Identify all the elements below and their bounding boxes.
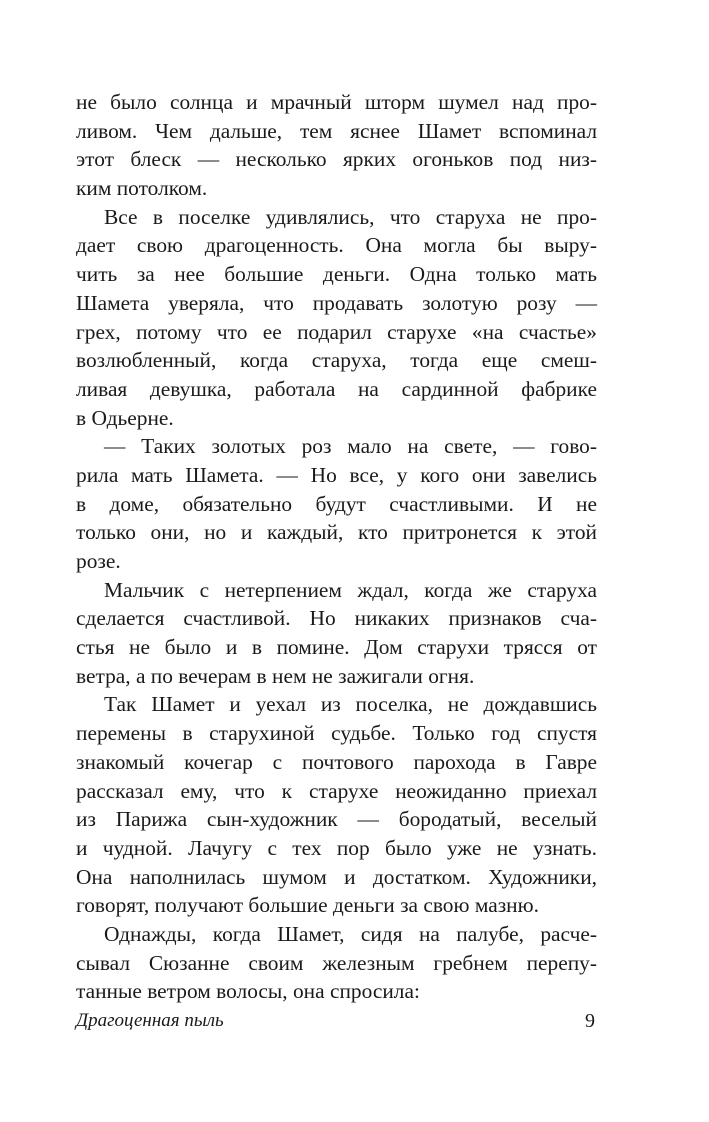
text-line: Однажды, когда Шамет, сидя на палубе, расче- [104, 921, 597, 946]
text-line: в доме, обязательно будут счастливыми. И не [76, 491, 597, 516]
text-line: Шамета уверяла, что продавать золотую розу — [76, 290, 597, 315]
text-line: — Таких золотых роз мало на свете, — гово- [104, 434, 597, 459]
text-line: Мальчик с нетерпением ждал, когда же старуха [104, 577, 597, 602]
paragraph-6 [76, 920, 597, 1006]
text-line: грех, потому что ее подарил старухе «на счастье» [76, 319, 597, 344]
page-footer [76, 1006, 597, 1036]
text-line: дает свою драгоценность. Она могла бы выру- [76, 233, 597, 258]
text-line: ливом. Чем дальше, тем яснее Шамет вспоминал [76, 118, 597, 143]
text-line: только они, но и каждый, кто притронется к этой [76, 520, 597, 545]
text-line: и чудной. Лачугу с тех пор было уже не узнать. [76, 835, 597, 860]
paragraph-1 [76, 88, 597, 203]
text-line: стья не было и в помине. Дом старухи трясся от [76, 635, 597, 660]
text-line: этот блеск — несколько ярких огоньков под низ- [76, 147, 597, 172]
text-line: из Парижа сын-художник — бородатый, веселый [76, 807, 597, 832]
running-title: Драгоценная пыль [76, 1010, 224, 1031]
text-line: сделается счастливой. Но никаких признаков сча- [76, 606, 597, 631]
page-body [76, 88, 597, 1006]
text-line: Она наполнилась шумом и достатком. Художники, [76, 864, 597, 889]
text-line: не было солнца и мрачный шторм шумел над про- [76, 90, 597, 114]
text-line: Так Шамет и уехал из поселка, не дождавшись [104, 692, 597, 717]
text-line: рила мать Шамета. — Но все, у кого они завелись [76, 462, 597, 487]
text-line: розе. [76, 549, 121, 573]
text-line: чить за нее большие деньги. Одна только мать [76, 262, 597, 287]
text-line: ветра, а по вечерам в нем не зажигали огня. [76, 663, 475, 688]
paragraph-5 [76, 690, 597, 920]
paragraph-2 [76, 203, 597, 433]
text-line: говорят, получают большие деньги за свою мазню. [76, 893, 539, 918]
text-line: ким потолком. [76, 176, 208, 201]
text-line: возлюбленный, когда старуха, тогда еще смеш- [76, 348, 597, 373]
paragraph-3 [76, 432, 597, 575]
text-line: рассказал ему, что к старухе неожиданно приехал [76, 778, 597, 803]
text-line: в Одьерне. [76, 405, 174, 430]
text-line: ливая девушка, работала на сардинной фабрике [76, 376, 597, 401]
text-line: сывал Сюзанне своим железным гребнем перепу- [76, 950, 597, 975]
text-line: Все в поселке удивлялись, что старуха не про- [104, 204, 597, 229]
text-line: танные ветром волосы, она спросила: [76, 979, 420, 1004]
text-line: перемены в старухиной судьбе. Только год спустя [76, 721, 597, 746]
text-line: знакомый кочегар с почтового парохода в Гавре [76, 749, 597, 774]
paragraph-4 [76, 576, 597, 691]
page-number: 9 [585, 1010, 595, 1032]
